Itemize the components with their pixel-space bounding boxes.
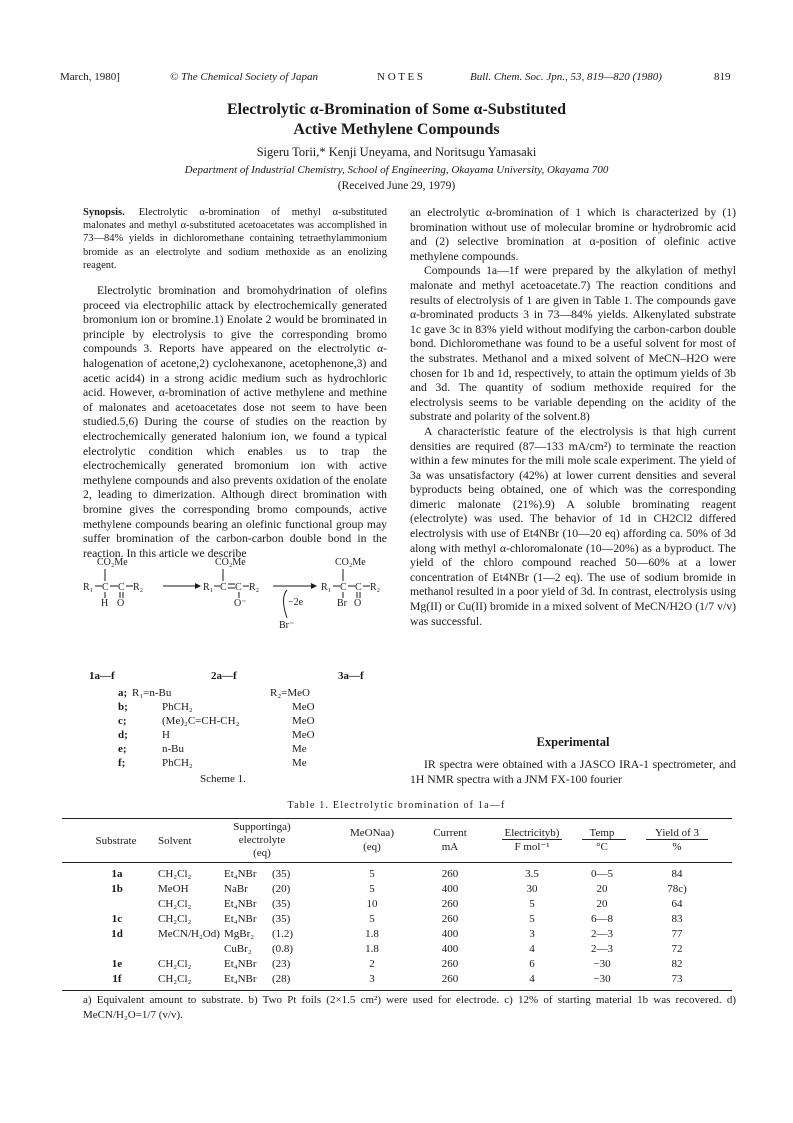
table-caption: Table 1. Electrolytic bromination of 1a—f xyxy=(287,800,506,811)
table-cell-electricity: 3 xyxy=(529,928,535,940)
s1-r2: R₂ xyxy=(133,582,144,593)
table-cell-eq: (0.8) xyxy=(272,943,294,955)
table-cell-solvent: MeCN/H₂Od) xyxy=(158,928,220,940)
table-cell-solvent: CH₂Cl₂ xyxy=(158,958,192,970)
table-footnotes: a) Equivalent amount to substrate. b) Two Pt foils (2×1.5 cm²) were used for electrode. c) 12% of starting material 1b was recovered. d) MeCN/H₂O=1/7 (v/v). xyxy=(83,994,736,1021)
col-header-substrate: Substrate xyxy=(95,835,137,847)
table-row xyxy=(62,913,732,928)
table-cell-electrolyte: NaBr xyxy=(224,883,248,895)
table-cell-substrate: 1f xyxy=(112,973,122,985)
table-cell-current: 400 xyxy=(441,883,459,895)
right-paragraph-1: an electrolytic α-bromination of 1 which is characterized by (1) bromination without use of molecular bromine or hydrobromic acid and (2) selective bromination at α-position of olefinic active methylene compounds. xyxy=(410,206,736,263)
table-cell-substrate: 1e xyxy=(111,958,123,970)
col-header-temp-2: °C xyxy=(596,841,608,853)
affiliation: Department of Industrial Chemistry, School of Engineering, Okayama University, Okayama 700 xyxy=(184,164,609,176)
table-cell-meona: 5 xyxy=(369,913,375,925)
table-cell-meona: 3 xyxy=(369,973,375,985)
table-cell-substrate: 1b xyxy=(111,883,123,895)
col-header-solvent: Solvent xyxy=(158,835,192,847)
scheme-structures xyxy=(83,548,393,688)
svg-text:C: C xyxy=(220,582,227,593)
substituent-row: e; n-Bu Me xyxy=(118,743,307,755)
reagent-minus-2e: −2e xyxy=(288,597,304,608)
table-cell-current: 400 xyxy=(441,943,459,955)
right-paragraph-2: Compounds 1a—1f were prepared by the alkylation of methyl malonate and methyl acetoacetate.7) The reaction conditions and results of electrolysis of 1 are given in Table 1. The compounds gave α-brominated products 3 in 73—84% yields. Alkenylated substrate 1c gave 3c in 83% yield without modifying the carbon-carbon double bond. Dichloromethane was found to be a useful solvent for most of the substrates. Methanol and a mixed solvent of MeCN–H2O were chosen for 1b and 1d, respectively, to attain the optimum yields of 3b and 3d. The quantity of sodium methoxide required for the electrolysis seems to be variable depending on the acidity of the substrate and polarity of the solvent.8) xyxy=(410,264,736,424)
table-cell-eq: (1.2) xyxy=(272,928,294,940)
s2-co2me: CO₂Me xyxy=(215,557,246,568)
col-header-current-1: Current xyxy=(433,827,467,839)
table-cell-yield: 83 xyxy=(671,913,683,925)
header-journal: Bull. Chem. Soc. Jpn., 53, 819—820 (1980) xyxy=(470,71,662,83)
table-cell-yield: 84 xyxy=(671,868,683,880)
s3-r1: R₁ xyxy=(321,582,332,593)
substituent-row: b; PhCH₂ MeO xyxy=(118,701,315,713)
col-header-yield-2: % xyxy=(672,841,682,853)
table-cell-yield: 73 xyxy=(671,973,683,985)
table-cell-electrolyte: Et₄NBr xyxy=(224,973,257,985)
table-cell-electricity: 3.5 xyxy=(525,868,539,880)
article-title xyxy=(0,100,793,140)
table-cell-electricity: 30 xyxy=(526,883,538,895)
table-cell-solvent: CH₂Cl₂ xyxy=(158,868,192,880)
table-cell-meona: 5 xyxy=(369,868,375,880)
title-line-2: Active Methylene Compounds xyxy=(293,121,500,138)
substituent-row: f; PhCH₂ Me xyxy=(118,757,307,769)
s2-r1: R₁ xyxy=(203,582,214,593)
table-cell-temp: 20 xyxy=(596,898,608,910)
table-cell-electricity: 4 xyxy=(529,943,535,955)
header-page-number: 819 xyxy=(714,71,731,83)
experimental-text: IR spectra were obtained with a JASCO IRA-1 spectrometer, and 1H NMR spectra with a JNM FX-100 fourier xyxy=(410,758,736,786)
svg-text:C: C xyxy=(355,582,362,593)
left-column xyxy=(83,284,387,561)
substituent-row: c; (Me)₂C=CH-CH₂ MeO xyxy=(118,715,315,727)
s3-br: Br xyxy=(337,598,347,609)
table-cell-electrolyte: Et₄NBr xyxy=(224,913,257,925)
header-copyright: © The Chemical Society of Japan xyxy=(170,71,318,83)
table-cell-current: 260 xyxy=(441,913,459,925)
table-row xyxy=(62,898,732,913)
table-cell-electrolyte: CuBr₂ xyxy=(224,943,252,955)
table-cell-eq: (28) xyxy=(272,973,291,985)
col-header-electricity-2: F mol⁻¹ xyxy=(514,841,550,853)
table-row xyxy=(62,973,732,988)
authors: Sigeru Torii,* Kenji Uneyama, and Noritsugu Yamasaki xyxy=(256,145,537,159)
synopsis xyxy=(83,206,387,272)
col-header-yield-1: Yield of 3 xyxy=(655,827,699,839)
table-cell-substrate: 1c xyxy=(111,913,123,925)
table-cell-electricity: 5 xyxy=(529,898,535,910)
table-cell-eq: (35) xyxy=(272,868,291,880)
table-cell-electricity: 6 xyxy=(529,958,535,970)
table-cell-yield: 64 xyxy=(671,898,683,910)
reagent-br-minus: Br⁻ xyxy=(279,620,295,631)
structure-3 xyxy=(321,557,380,609)
s1-h: H xyxy=(101,598,109,609)
right-column xyxy=(410,206,736,629)
table-cell-temp: −30 xyxy=(593,973,611,985)
substituent-list xyxy=(118,686,368,770)
header-date: March, 1980] xyxy=(60,71,120,83)
table-cell-electrolyte: Et₄NBr xyxy=(224,898,257,910)
right-paragraph-3: A characteristic feature of the electrolysis is that high current densities are required (87—133 mA/cm²) to terminate the reaction within a few minutes for the mili mole scale experiment. The yield of 3a was unsatisfactory (42%) at lower current densities and several byproducts being obtained, one of which was the corresponding dimeric malonate (21%).9) A soluble brominating reagent (electrolyte) was used. The behavior of 1d in CH2Cl2 differed electrolysis with use of Et4NBr (10—20 eq) affording ca. 50% of 3d along with methyl α-chloromalonate (10—20%) as a byproduct. The yield of the chloro compound reached 50—60% at a lower concentration of Et4NBr (1—2 eq). The use of sodium bromide in methanol resulted in a poor yield of 3d. In contrast, electrolysis using Mg(II) or Cu(II) bromide in a mixed solvent of MeCN/H2O (1/7 v/v) was successful. xyxy=(410,424,736,628)
col-header-supporting-3: (eq) xyxy=(253,847,271,859)
s3-co2me: CO₂Me xyxy=(335,557,366,568)
table-cell-eq: (35) xyxy=(272,913,291,925)
table-row xyxy=(62,928,732,943)
table-cell-electrolyte: Et₄NBr xyxy=(224,868,257,880)
table-cell-substrate: 1d xyxy=(111,928,123,940)
running-header xyxy=(60,71,736,87)
substituent-row: a; R₁=n-Bu R₂=MeO xyxy=(118,687,310,699)
table-cell-current: 400 xyxy=(441,928,459,940)
title-line-1: Electrolytic α-Bromination of Some α-Substituted xyxy=(226,101,567,118)
synopsis-label: Synopsis. xyxy=(83,207,125,218)
header-section: N O T E S xyxy=(377,71,424,83)
table-cell-current: 260 xyxy=(441,958,459,970)
col-header-supporting-1: Supportinga) xyxy=(233,821,291,833)
col-header-current-2: mA xyxy=(441,841,459,853)
col-header-supporting-2: electrolyte xyxy=(238,834,286,846)
table-row xyxy=(62,883,732,898)
table-cell-eq: (23) xyxy=(272,958,291,970)
table-cell-temp: 2—3 xyxy=(591,928,613,940)
table-cell-meona: 1.8 xyxy=(365,928,379,940)
table-cell-solvent: MeOH xyxy=(158,883,189,895)
s2-o-minus: O⁻ xyxy=(234,598,247,609)
synopsis-text: Electrolytic α-bromination of methyl α-substituted malonates and methyl α-substituted acetoacetates was accomplished in 73—84% yields in dichloromethane containing tetraethylammonium bromide as an electrolyte and sodium methoxide as an enolizing reagent. xyxy=(83,207,387,271)
experimental-heading: Experimental xyxy=(536,735,610,749)
table-cell-electricity: 5 xyxy=(529,913,535,925)
table-cell-eq: (20) xyxy=(272,883,291,895)
table-header-rule xyxy=(62,862,732,863)
table-row xyxy=(62,868,732,883)
table-cell-solvent: CH₂Cl₂ xyxy=(158,973,192,985)
label-compound-2: 2a—f xyxy=(211,670,237,682)
table-cell-electricity: 4 xyxy=(529,973,535,985)
table-cell-temp: 2—3 xyxy=(591,943,613,955)
structure-2 xyxy=(203,557,259,609)
s1-o: O xyxy=(117,598,125,609)
col-header-temp-1: Temp xyxy=(589,827,615,839)
table-cell-current: 260 xyxy=(441,973,459,985)
svg-text:C: C xyxy=(102,582,109,593)
table-row xyxy=(62,958,732,973)
svg-text:C: C xyxy=(118,582,125,593)
table-cell-current: 260 xyxy=(441,868,459,880)
table-cell-temp: 20 xyxy=(596,883,608,895)
table-cell-meona: 5 xyxy=(369,883,375,895)
table-cell-yield: 78c) xyxy=(667,883,687,895)
received-date: (Received June 29, 1979) xyxy=(337,180,456,192)
table-bottom-rule xyxy=(62,990,732,991)
table-cell-meona: 1.8 xyxy=(365,943,379,955)
table-cell-yield: 77 xyxy=(671,928,683,940)
label-compound-3: 3a—f xyxy=(338,670,364,682)
s1-co2me: CO₂Me xyxy=(97,557,128,568)
s3-r2: R₂ xyxy=(370,582,381,593)
left-paragraph: Electrolytic bromination and bromohydrination of olefins proceed via electrophilic attack by electrochemically generated bromonium ion or bromine.1) Enolate 2 would be brominated in principle by electrolysis to give the corresponding bromo compounds 3. Reports have appeared on the electrolytic α-halogenation of acetone,2) cyclohexanone, acetophenone,3) and acetic acid4) in a strong acidic medium such as hydrochloric acid. However, α-bromination of active methylene and methine of malonates and acetoacetates dose not seem to have been studied.5,6) During the course of studies on the reaction by electrochemically generated halonium ion, we found a typical electrolytic condition which enables us to trap the electrochemically generated bromonium ion with active methylene compounds and also prevents oxidation of the enolate 2, leading to dimerization. Although direct bromination with bromine gives the corresponding bromo compounds, active methylene compounds bearing an olefinic functional group may suffer bromination of the carbon-carbon double bond in the reaction. In this article we describe xyxy=(83,284,387,560)
s3-o: O xyxy=(354,598,362,609)
table-top-rule xyxy=(62,818,732,819)
substituent-row: d; H MeO xyxy=(118,729,315,741)
svg-text:C: C xyxy=(235,582,242,593)
table-cell-yield: 82 xyxy=(671,958,683,970)
table-cell-solvent: CH₂Cl₂ xyxy=(158,898,192,910)
s1-r1: R₁ xyxy=(83,582,94,593)
table-cell-current: 260 xyxy=(441,898,459,910)
table-cell-eq: (35) xyxy=(272,898,291,910)
table-cell-yield: 72 xyxy=(671,943,683,955)
label-compound-1: 1a—f xyxy=(89,670,115,682)
table-cell-electrolyte: Et₄NBr xyxy=(224,958,257,970)
col-header-electricity-1: Electricityb) xyxy=(504,827,560,839)
table-cell-meona: 10 xyxy=(366,898,378,910)
structure-1 xyxy=(83,557,143,609)
scheme-caption: Scheme 1. xyxy=(200,773,246,785)
table-cell-electrolyte: MgBr₂ xyxy=(224,928,255,940)
table-cell-solvent: CH₂Cl₂ xyxy=(158,913,192,925)
col-header-meona-1: MeONaa) xyxy=(350,827,394,839)
col-header-meona-2: (eq) xyxy=(363,841,381,853)
table-row xyxy=(62,943,732,958)
table-cell-meona: 2 xyxy=(369,958,375,970)
table-cell-temp: 6—8 xyxy=(591,913,613,925)
table-cell-temp: 0—5 xyxy=(591,868,613,880)
table-cell-substrate: 1a xyxy=(111,868,123,880)
svg-text:C: C xyxy=(340,582,347,593)
table-cell-temp: −30 xyxy=(593,958,611,970)
s2-r2: R₂ xyxy=(249,582,260,593)
